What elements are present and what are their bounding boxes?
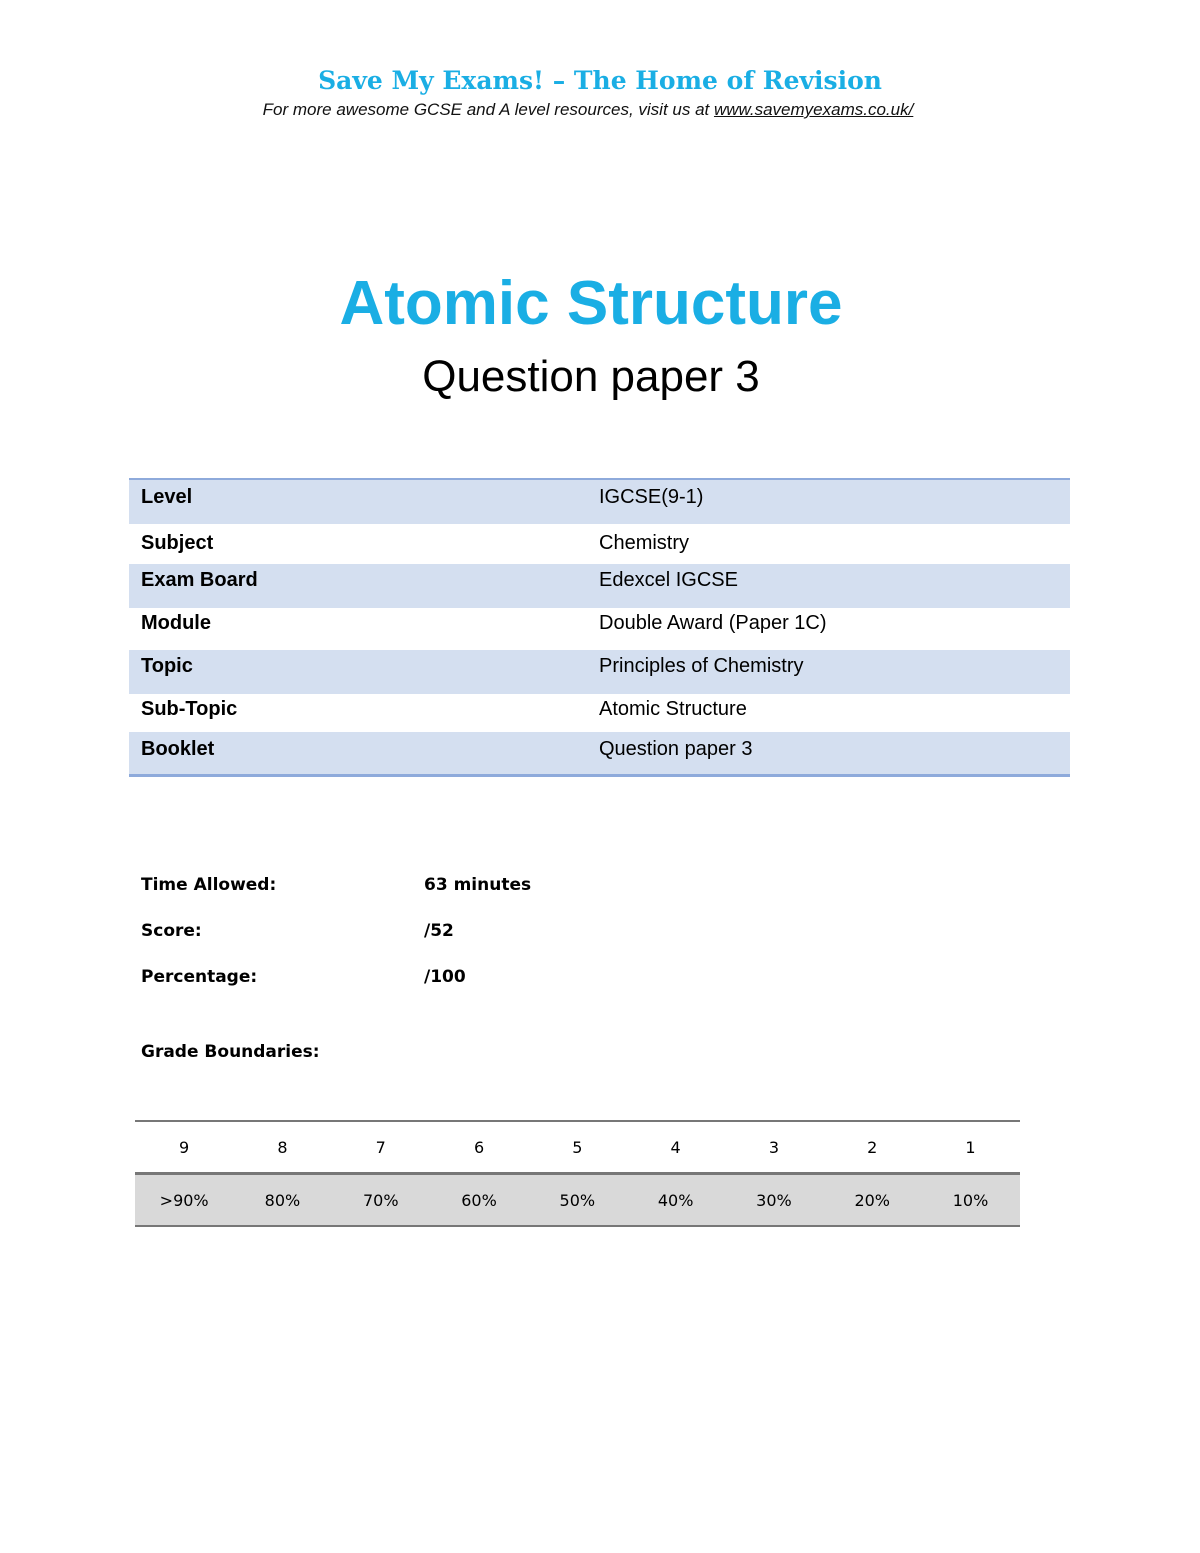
info-table bbox=[129, 478, 1070, 777]
info-key: Exam Board bbox=[141, 569, 258, 591]
grade-boundaries-label: Grade Boundaries: bbox=[141, 1042, 320, 1062]
grade-cell: 1 bbox=[965, 1137, 976, 1157]
info-value: Edexcel IGCSE bbox=[599, 569, 738, 591]
grade-cell: 4 bbox=[670, 1137, 681, 1157]
page-title: Atomic Structure bbox=[339, 269, 843, 338]
info-key: Sub-Topic bbox=[141, 698, 238, 720]
percentage-value: /100 bbox=[424, 967, 466, 987]
grade-cell: 2 bbox=[867, 1137, 878, 1157]
score-label: Score: bbox=[141, 921, 202, 941]
info-row-booklet bbox=[129, 732, 1070, 774]
grade-row bbox=[135, 1122, 1020, 1172]
grade-boundaries-table bbox=[135, 1120, 1020, 1227]
percent-cell: 10% bbox=[952, 1190, 989, 1210]
grade-cell: 8 bbox=[277, 1137, 288, 1157]
info-row-sub-topic bbox=[129, 694, 1070, 732]
percent-cell: 50% bbox=[559, 1190, 596, 1210]
info-row-subject bbox=[129, 524, 1070, 564]
percent-cell: 70% bbox=[362, 1190, 399, 1210]
info-row-topic bbox=[129, 650, 1070, 694]
info-key: Topic bbox=[141, 655, 193, 677]
info-row-level bbox=[129, 480, 1070, 524]
info-value: Atomic Structure bbox=[599, 698, 747, 720]
info-key: Booklet bbox=[141, 738, 215, 760]
site-link[interactable]: www.savemyexams.co.uk/ bbox=[713, 100, 914, 119]
percent-cell: 20% bbox=[854, 1190, 890, 1210]
time-allowed-label: Time Allowed: bbox=[141, 875, 277, 895]
percentage-label: Percentage: bbox=[141, 967, 258, 987]
grade-cell: 6 bbox=[473, 1137, 485, 1157]
info-key: Subject bbox=[141, 532, 214, 554]
score-value: /52 bbox=[424, 921, 454, 941]
site-title: Save My Exams! – The Home of Revision bbox=[318, 66, 882, 95]
info-value: IGCSE(9-1) bbox=[599, 486, 704, 508]
grade-cell: 9 bbox=[179, 1137, 190, 1157]
percent-cell: 80% bbox=[264, 1190, 301, 1210]
site-subtitle bbox=[0, 100, 1176, 120]
info-key: Module bbox=[141, 612, 211, 634]
percent-cell: 60% bbox=[461, 1190, 497, 1210]
info-value: Principles of Chemistry bbox=[599, 655, 804, 677]
site-subtitle-text: For more awesome GCSE and A level resources, visit us at bbox=[262, 100, 714, 119]
info-value: Double Award (Paper 1C) bbox=[599, 612, 827, 634]
percent-cell: 30% bbox=[756, 1190, 792, 1210]
info-key: Level bbox=[141, 486, 193, 508]
percent-cell: 40% bbox=[657, 1190, 694, 1210]
percent-row bbox=[135, 1172, 1020, 1225]
grade-cell: 5 bbox=[572, 1137, 583, 1157]
percent-cell: >90% bbox=[159, 1190, 209, 1210]
time-allowed-value: 63 minutes bbox=[424, 875, 532, 895]
grade-cell: 3 bbox=[768, 1137, 780, 1157]
page-subtitle: Question paper 3 bbox=[422, 352, 760, 401]
info-row-module bbox=[129, 608, 1070, 650]
info-value: Question paper 3 bbox=[599, 738, 753, 760]
info-row-exam-board bbox=[129, 564, 1070, 608]
grade-cell: 7 bbox=[375, 1137, 386, 1157]
info-value: Chemistry bbox=[599, 532, 690, 554]
